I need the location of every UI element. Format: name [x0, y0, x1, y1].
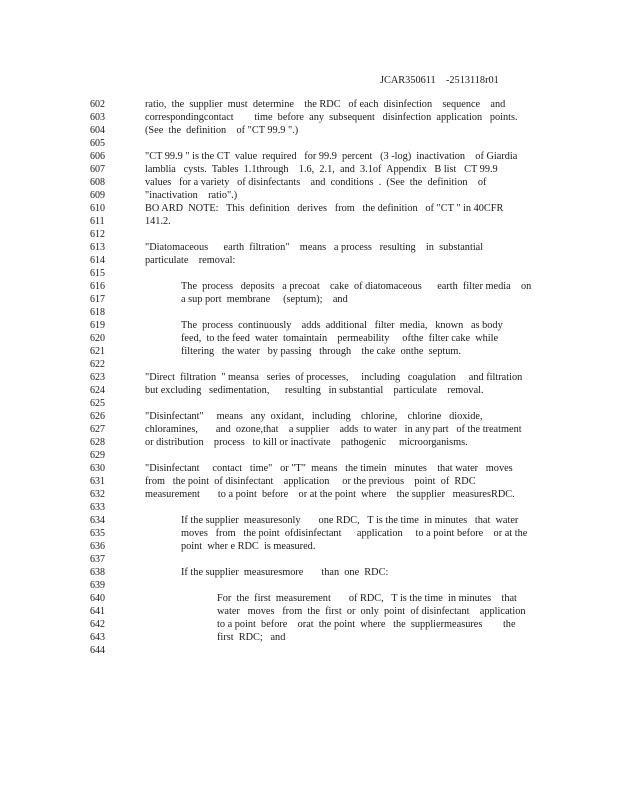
line-number: 617 — [90, 294, 105, 305]
document-line — [145, 267, 535, 280]
document-line — [145, 579, 535, 592]
line-number: 637 — [90, 554, 105, 565]
line-number: 618 — [90, 307, 105, 318]
document-line: but excluding sedimentation, resulting in substantial particulate removal. — [145, 385, 484, 396]
line-number: 639 — [90, 580, 105, 591]
document-line: measurement to a point before or at the point where the supplier measuresRDC. — [145, 489, 515, 500]
document-line: chloramines, and ozone,that a supplier adds to water in any part of the treatment — [145, 424, 522, 435]
line-number: 606 — [90, 151, 105, 162]
document-line: If the supplier measuresonly one RDC, T is the time in minutes that water — [181, 515, 519, 526]
document-line: "Direct filtration " meansa series of processes, including coagulation and filtration — [145, 372, 523, 383]
document-line: For the first measurement of RDC, T is the time in minutes that — [217, 593, 517, 604]
document-line: or distribution process to kill or inactivate pathogenic microorganisms. — [145, 437, 468, 448]
document-line: The process deposits a precoat cake of diatomaceous earth filter media on — [181, 281, 532, 292]
line-number: 635 — [90, 528, 105, 539]
line-number: 626 — [90, 411, 105, 422]
line-number: 643 — [90, 632, 105, 643]
document-line: water moves from the first or only point of disinfectant application — [217, 606, 526, 617]
line-number: 611 — [90, 216, 105, 227]
line-number: 612 — [90, 229, 105, 240]
line-number: 607 — [90, 164, 105, 175]
document-line — [145, 644, 535, 657]
line-number: 610 — [90, 203, 105, 214]
line-number: 633 — [90, 502, 105, 513]
line-number: 641 — [90, 606, 105, 617]
line-number: 615 — [90, 268, 105, 279]
document-line: "inactivation ratio".) — [145, 190, 238, 201]
line-number: 628 — [90, 437, 105, 448]
document-line: The process continuously adds additional filter media, known as body — [181, 320, 503, 331]
line-number: 620 — [90, 333, 105, 344]
document-line — [145, 137, 535, 150]
document-body — [145, 98, 535, 657]
line-number-column — [90, 98, 120, 657]
line-number: 621 — [90, 346, 105, 357]
line-number: 609 — [90, 190, 105, 201]
line-number: 638 — [90, 567, 105, 578]
document-line: (See the definition of "CT 99.9 ".) — [145, 125, 299, 136]
line-number: 616 — [90, 281, 105, 292]
document-line: 141.2. — [145, 216, 171, 227]
document-line — [145, 397, 535, 410]
document-line — [145, 501, 535, 514]
document-line: filtering the water by passing through the cake onthe septum. — [181, 346, 461, 357]
document-line: "Disinfectant contact time" or "T" means the timein minutes that water moves — [145, 463, 513, 474]
document-line — [145, 306, 535, 319]
document-line — [145, 228, 535, 241]
line-number: 623 — [90, 372, 105, 383]
line-number: 636 — [90, 541, 105, 552]
document-line: feed, to the feed water tomaintain permeability ofthe filter cake while — [181, 333, 499, 344]
line-number: 608 — [90, 177, 105, 188]
document-identifier: JCAR350611 -2513118r01 — [380, 75, 499, 86]
document-line — [145, 449, 535, 462]
line-number: 631 — [90, 476, 105, 487]
line-number: 640 — [90, 593, 105, 604]
document-line: a sup port membrane (septum); and — [181, 294, 348, 305]
line-number: 619 — [90, 320, 105, 331]
document-line: values for a variety of disinfectants and conditions . (See the definition of — [145, 177, 487, 188]
document-line: point wher e RDC is measured. — [181, 541, 316, 552]
line-number: 622 — [90, 359, 105, 370]
document-line: first RDC; and — [217, 632, 286, 643]
document-line: ratio, the supplier must determine the RDC of each disinfection sequence and — [145, 99, 506, 110]
line-number: 632 — [90, 489, 105, 500]
document-line: "Disinfectant" means any oxidant, including chlorine, chlorine dioxide, — [145, 411, 483, 422]
document-line: BO ARD NOTE: This definition derives from the definition of "CT " in 40CFR — [145, 203, 504, 214]
line-number: 642 — [90, 619, 105, 630]
line-number: 644 — [90, 645, 105, 656]
document-line: particulate removal: — [145, 255, 236, 266]
line-number: 605 — [90, 138, 105, 149]
document-line: "CT 99.9 " is the CT value required for 99.9 percent (3 -log) inactivation of Giardia — [145, 151, 518, 162]
line-number: 634 — [90, 515, 105, 526]
document-line: from the point of disinfectant application or the previous point of RDC — [145, 476, 476, 487]
document-line: If the supplier measuresmore than one RDC: — [181, 567, 389, 578]
document-line: lamblia cysts. Tables 1.1through 1.6, 2.1, and 3.1of Appendix B list CT 99.9 — [145, 164, 498, 175]
document-line — [145, 553, 535, 566]
document-line: moves from the point ofdisinfectant application to a point before or at the — [181, 528, 528, 539]
line-number: 603 — [90, 112, 105, 123]
document-line: correspondingcontact time before any subsequent disinfection application points. — [145, 112, 518, 123]
line-number: 604 — [90, 125, 105, 136]
line-number: 629 — [90, 450, 105, 461]
line-number: 630 — [90, 463, 105, 474]
line-number: 624 — [90, 385, 105, 396]
document-line: "Diatomaceous earth filtration" means a process resulting in substantial — [145, 242, 484, 253]
line-number: 613 — [90, 242, 105, 253]
line-number: 614 — [90, 255, 105, 266]
document-line — [145, 358, 535, 371]
line-number: 627 — [90, 424, 105, 435]
document-line: to a point before orat the point where the suppliermeasures the — [217, 619, 516, 630]
line-number: 602 — [90, 99, 105, 110]
line-number: 625 — [90, 398, 105, 409]
